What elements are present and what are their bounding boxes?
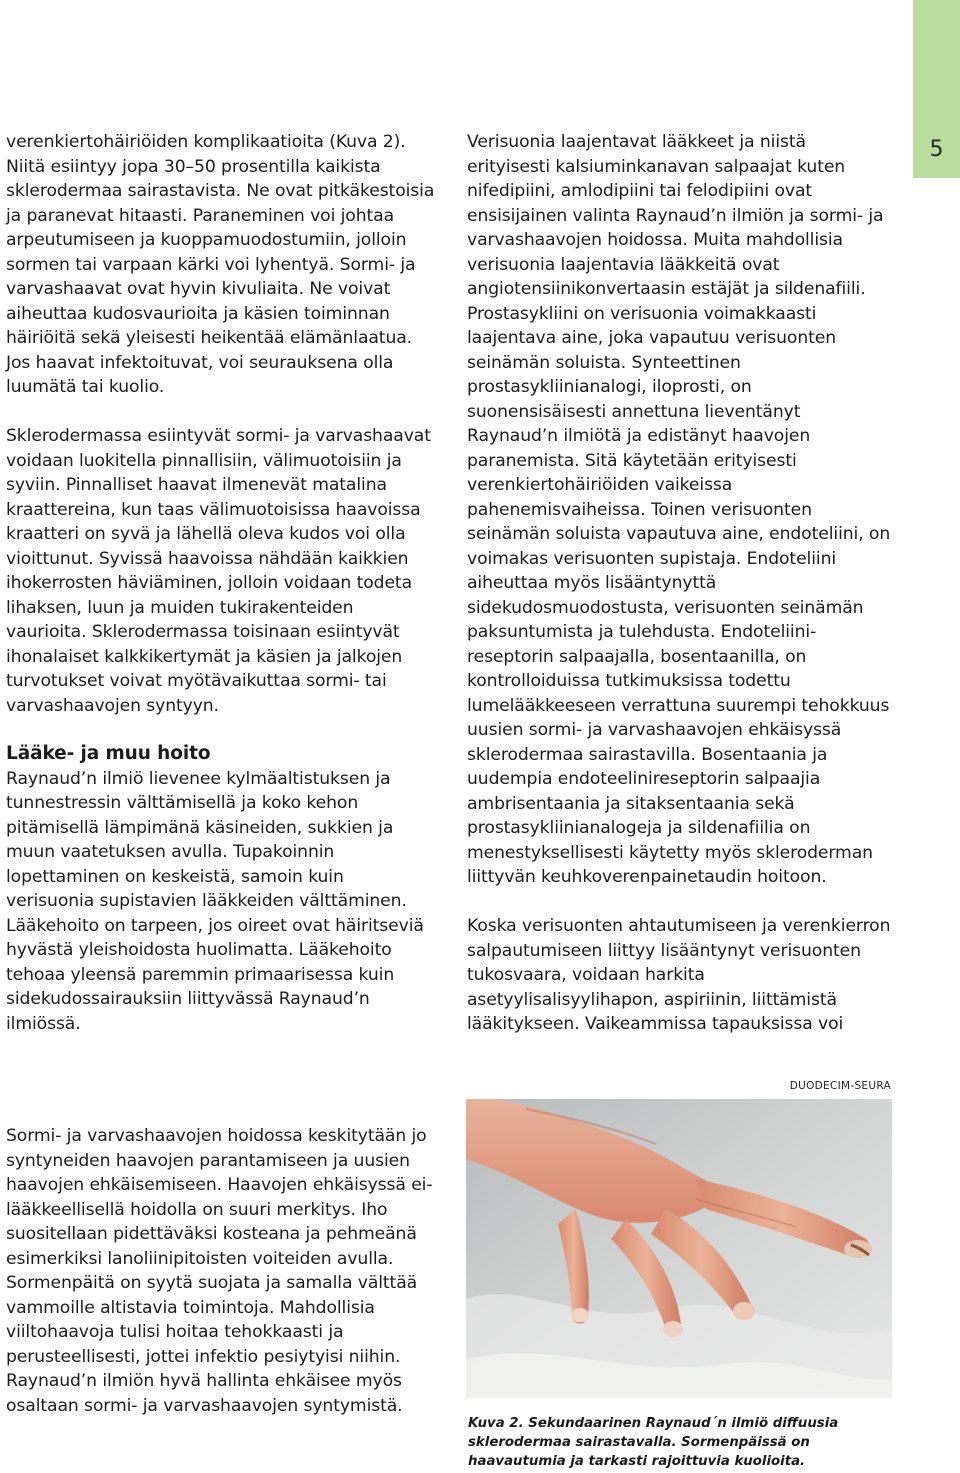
paragraph: Sormi- ja varvashaavojen hoidossa keskitytään jo syntyneiden haavojen parantamiseen ja uusien haavojen ehkäisemiseen. Haavojen ehkäisyssä ei-lääkkeellisellä hoidolla on suuri merkitys. Iho suositellaan pidettäväksi kosteana ja pehmeänä esimerkiksi lanoliinipitoisten voiteiden avulla. Sormenpäitä on syytä suojata ja samalla välttää vammoille altistavia toimintoja. Mahdollisia viiltohaavoja tulisi hoitaa tehokkaasti ja perusteellisesti, jottei infektio pesiytyisi niihin. Raynaud’n ilmiön hyvä hallinta ehkäisee myös osaltaan sormi- ja varvashaavojen syntymistä. bbox=[6, 1126, 433, 1416]
left-column-bottom bbox=[6, 1124, 436, 1418]
left-column-top bbox=[6, 130, 436, 1036]
right-column bbox=[467, 130, 892, 1037]
photo-credit: DUODECIM-SEURA bbox=[789, 1080, 891, 1092]
hand-illustration bbox=[466, 1099, 892, 1398]
figure-caption: Kuva 2. Sekundaarinen Raynaud´n ilmiö diffuusia sklerodermaa sairastavalla. Sormenpäissä on haavautumia ja tarkasti rajoittuvia kuolioita. bbox=[468, 1416, 839, 1469]
page-number-tab bbox=[913, 0, 960, 178]
hand-photo bbox=[466, 1099, 892, 1398]
paragraph: Verisuonia laajentavat lääkkeet ja niistä erityisesti kalsiuminkanavan salpaajat kuten nifedipiini, amlodipiini tai felodipiini ovat ensisijainen valinta Raynaud’n ilmiön ja sormi- ja varvashaavojen hoidossa. Muita mahdollisia verisuonia laajentavia lääkkeitä ovat angiotensiinikonvertaasin estäjät ja sildenafiili. Prostasykliini on verisuonia voimakkaasti laajentava aine, joka vapautuu verisuonten seinämän soluista. Synteettinen prostasykliinianalogi, iloprosti, on suonensisäisesti annettuna lieventänyt Raynaud’n ilmiötä ja edistänyt haavojen paranemista. Sitä käytetään erityisesti verenkiertohäiriöiden vaikeissa pahenemisvaiheissa. Toinen verisuonten seinämän soluista vapautuva aine, endoteliini, on voimakas verisuonten supistaja. Endoteliini aiheuttaa myös lisääntynyttä sidekudosmuodostusta, verisuonten seinämän paksuntumista ja tulehdusta. Endoteliini-reseptorin salpaajalla, bosentaanilla, on kontrolloiduissa tutkimuksissa todettu lumelääkkeeseen verrattuna suurempi tehokkuus uusien sormi- ja varvashaavojen ehkäisyssä sklerodermaa sairastavilla. Bosentaania ja uudempia endoteelinireseptorin salpaajia ambrisentaania ja sitaksentaania sekä prostasykliinianalogeja ja sildenafiilia on menestyksellisesti käytetty myös skleroderman liittyvän keuhkoverenpainetaudin hoitoon. bbox=[467, 132, 891, 887]
section-heading: Lääke- ja muu hoito bbox=[6, 743, 211, 764]
page-number: 5 bbox=[929, 137, 944, 162]
paragraph: verenkiertohäiriöiden komplikaatioita (Kuva 2). Niitä esiintyy jopa 30–50 prosentilla kaikista sklerodermaa sairastavista. Ne ovat pitkäkestoisia ja paranevat hitaasti. Paraneminen voi johtaa arpeutumiseen ja kuoppamuodostumiin, jolloin sormen tai varpaan kärki voi lyhentyä. Sormi- ja varvashaavat ovat hyvin kivuliaita. Ne voivat aiheuttaa kudosvaurioita ja käsien toiminnan häiriöitä sekä yleisesti heikentää elämänlaatua. Jos haavat infektoituvat, voi seurauksena olla luumätä tai kuolio. bbox=[6, 132, 435, 397]
paragraph: Sklerodermassa esiintyvät sormi- ja varvashaavat voidaan luokitella pinnallisiin, välimuotoisiin ja syviin. Pinnalliset haavat ilmenevät matalina kraattereina, kun taas välimuotoisissa haavoissa kraatteri on syvä ja lähellä oleva kudos voi olla vioittunut. Syvissä haavoissa nähdään kaikkien ihokerrosten häviäminen, jolloin voidaan todeta lihaksen, luun ja muiden tukirakenteiden vaurioita. Sklerodermassa toisinaan esiintyvät ihonalaiset kalkkikertymät ja käsien ja jalkojen turvotukset voivat myötävaikuttaa sormi- tai varvashaavojen syntyyn. bbox=[6, 426, 431, 716]
paragraph: Raynaud’n ilmiö lievenee kylmäaltistuksen ja tunnestressin välttämisellä ja koko kehon pitämisellä lämpimänä käsineiden, sukkien ja muun vaatetuksen avulla. Tupakoinnin lopettaminen on keskeistä, samoin kuin verisuonia supistavien lääkkeiden välttäminen. Lääkehoito on tarpeen, jos oireet ovat häiritseviä hyvästä yleishoidosta huolimatta. Lääkehoito tehoaa yleensä paremmin primaarisessa kuin sidekudossairauksiin liittyvässä Raynaud’n ilmiössä. bbox=[6, 768, 424, 1034]
paragraph: Koska verisuonten ahtautumiseen ja verenkierron salpautumiseen liittyy lisääntynyt verisuonten tukosvaara, voidaan harkita asetyylisalisyylihapon, aspiriinin, liittämistä lääkitykseen. Vaikeammissa tapauksissa voi bbox=[467, 916, 891, 1034]
